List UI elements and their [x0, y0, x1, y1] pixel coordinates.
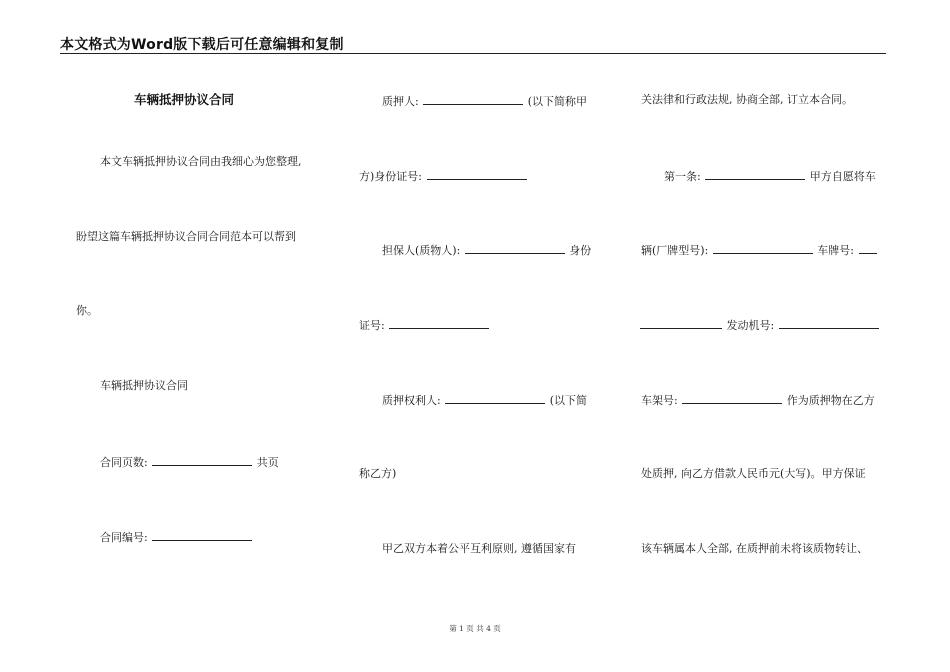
contract-number-blank: [152, 529, 252, 541]
loan-line: 处质押, 向乙方借款人民币元(大写)。甲方保证: [641, 467, 866, 480]
certificate-line: [359, 317, 490, 333]
frame-suffix: 作为质押物在乙方: [786, 394, 875, 407]
pages-label: 合同页数:: [100, 456, 148, 469]
principle-line: 甲乙双方本着公平互利原则, 遵循国家有: [382, 542, 576, 555]
intro-line-2-text: 盼望这篇车辆抵押协议合同合同范本可以帮到: [76, 230, 296, 243]
guarantor-line: [382, 242, 591, 258]
article-1-suffix: 甲方自愿将车: [809, 170, 876, 183]
pledgee-label: 质押权利人:: [382, 394, 441, 407]
ownership-line: 该车辆属本人全部, 在质押前未将该质物转让、: [641, 542, 868, 555]
id-number-label: 方)身份证号:: [359, 170, 422, 183]
pages-blank: [152, 454, 252, 466]
engine-line: [639, 317, 880, 333]
contract-number-label: 合同编号:: [100, 531, 148, 544]
frame-blank: [682, 392, 782, 404]
pledgee-suffix: (以下简: [549, 394, 588, 407]
article-1-line: [664, 168, 876, 184]
pledgee-line: [382, 392, 587, 408]
plate-label: 车牌号:: [817, 244, 855, 257]
certificate-label: 证号:: [359, 319, 385, 332]
intro-line-2: [76, 230, 317, 244]
law-line: 关法律和行政法规, 协商全部, 订立本合同。: [641, 93, 853, 106]
guarantor-blank: [465, 242, 565, 254]
vehicle-model-blank: [713, 242, 813, 254]
pledgor-suffix: (以下简称甲: [527, 95, 588, 108]
id-number-line: [359, 168, 528, 184]
page-footer: 第 1 页 共 4 页: [449, 624, 501, 633]
pledgee-blank: [445, 392, 545, 404]
intro-line-3: 你。: [76, 304, 98, 317]
guarantor-suffix: 身份: [569, 244, 592, 257]
pages-line: [100, 454, 279, 470]
pages-suffix: 共页: [256, 456, 279, 469]
contract-subtitle: 车辆抵押协议合同: [100, 379, 188, 392]
certificate-blank: [389, 317, 489, 329]
contract-number-line: [100, 529, 253, 545]
guarantor-label: 担保人(质物人):: [382, 244, 461, 257]
pledgor-label: 质押人:: [382, 95, 419, 108]
vehicle-model-label: 辆(厂牌型号):: [641, 244, 709, 257]
pledgor-line: [382, 93, 587, 109]
vehicle-model-line: [641, 242, 878, 258]
engine-lead-blank: [640, 317, 722, 329]
plate-blank: [859, 242, 877, 254]
intro-line-1: 本文车辆抵押协议合同由我细心为您整理,: [100, 155, 302, 168]
engine-blank: [779, 317, 879, 329]
called-party-b: 称乙方): [359, 467, 397, 480]
frame-label: 车架号:: [641, 394, 678, 407]
engine-label: 发动机号:: [726, 319, 775, 332]
document-title: 车辆抵押协议合同: [134, 92, 235, 107]
pledgor-blank: [423, 93, 523, 105]
header-rule: [60, 53, 886, 54]
frame-line: [641, 392, 875, 408]
id-number-blank: [427, 168, 527, 180]
article-1-label: 第一条:: [664, 170, 701, 183]
document-banner: 本文格式为Word版下载后可任意编辑和复制: [60, 37, 344, 53]
article-1-blank: [705, 168, 805, 180]
